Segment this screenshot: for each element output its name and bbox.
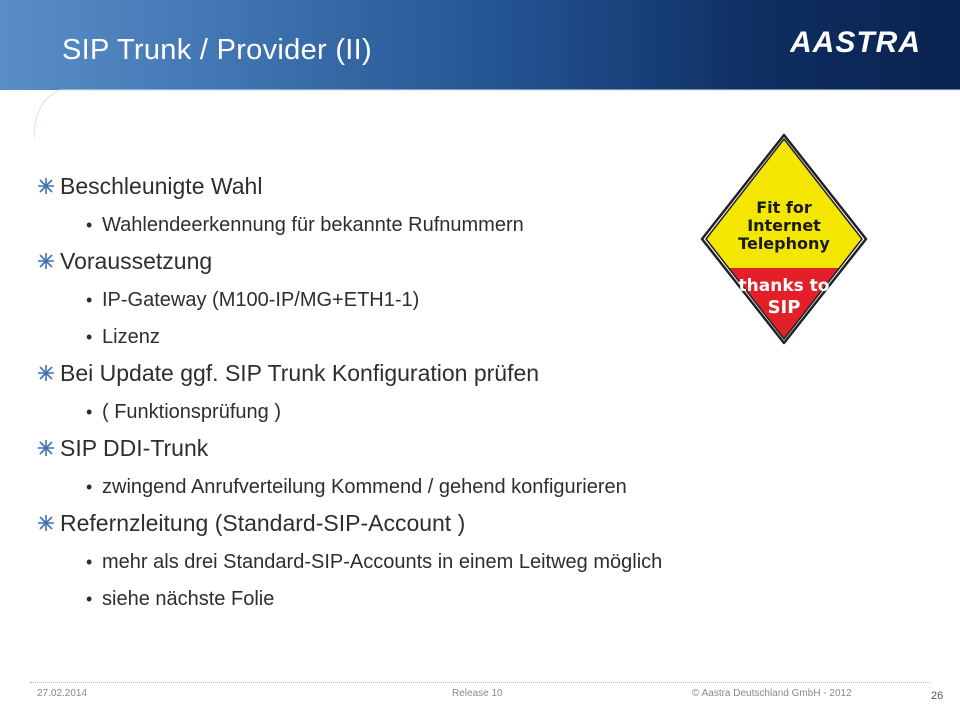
- section-5-item-2: [38, 585, 878, 613]
- item-text: siehe nächste Folie: [102, 588, 275, 610]
- bullet-dot-icon: •: [86, 290, 93, 310]
- section-3-item-1: [38, 398, 878, 426]
- item-text: mehr als drei Standard-SIP-Accounts in einem Leitweg möglich: [102, 551, 663, 573]
- footer-release: Release 10: [452, 688, 503, 699]
- footer-copyright: © Aastra Deutschland GmbH - 2012: [692, 688, 852, 699]
- item-text: Lizenz: [102, 326, 160, 348]
- fit-for-internet-telephony-sign: [700, 133, 868, 345]
- sign-top-line-3: Telephony: [738, 234, 830, 253]
- section-label: Voraussetzung: [60, 248, 213, 274]
- aastra-logo: [790, 24, 942, 58]
- bullet-dot-icon: •: [86, 327, 93, 347]
- sign-top-line-2: Internet: [747, 216, 821, 235]
- sign-bottom-line-1: thanks to: [738, 276, 830, 296]
- section-4: [38, 432, 878, 464]
- section-3: [38, 357, 878, 389]
- footer-divider: [30, 682, 930, 683]
- item-text: Wahlendeerkennung für bekannte Rufnummern: [102, 214, 524, 236]
- svg-text:AASTRA: AASTRA: [790, 26, 921, 58]
- bullet-dot-icon: •: [86, 215, 93, 235]
- section-label: SIP DDI-Trunk: [60, 435, 209, 461]
- star-bullet-icon: [38, 178, 54, 194]
- bullet-dot-icon: •: [86, 402, 93, 422]
- star-bullet-icon: [38, 515, 54, 531]
- slide-title: SIP Trunk / Provider (II): [62, 34, 372, 66]
- section-5-item-1: [38, 548, 878, 576]
- section-4-item-1: [38, 473, 878, 501]
- section-label: Bei Update ggf. SIP Trunk Konfiguration prüfen: [60, 360, 540, 386]
- sign-top-line-1: Fit for: [756, 198, 812, 217]
- header-curve-decoration: [0, 0, 960, 140]
- item-text: zwingend Anrufverteilung Kommend / gehend konfigurieren: [102, 476, 627, 498]
- bullet-dot-icon: •: [86, 552, 93, 572]
- section-5: [38, 507, 878, 539]
- section-label: Beschleunigte Wahl: [60, 173, 263, 199]
- item-text: ( Funktionsprüfung ): [102, 401, 281, 423]
- section-label: Refernzleitung (Standard-SIP-Account ): [60, 510, 466, 536]
- item-text: IP-Gateway (M100-IP/MG+ETH1-1): [102, 289, 420, 311]
- bullet-dot-icon: •: [86, 477, 93, 497]
- sign-bottom-line-2: SIP: [767, 297, 801, 318]
- page-number: 26: [931, 690, 944, 702]
- star-bullet-icon: [38, 440, 54, 456]
- bullet-dot-icon: •: [86, 589, 93, 609]
- footer-date: 27.02.2014: [37, 688, 88, 699]
- star-bullet-icon: [38, 253, 54, 269]
- star-bullet-icon: [38, 365, 54, 381]
